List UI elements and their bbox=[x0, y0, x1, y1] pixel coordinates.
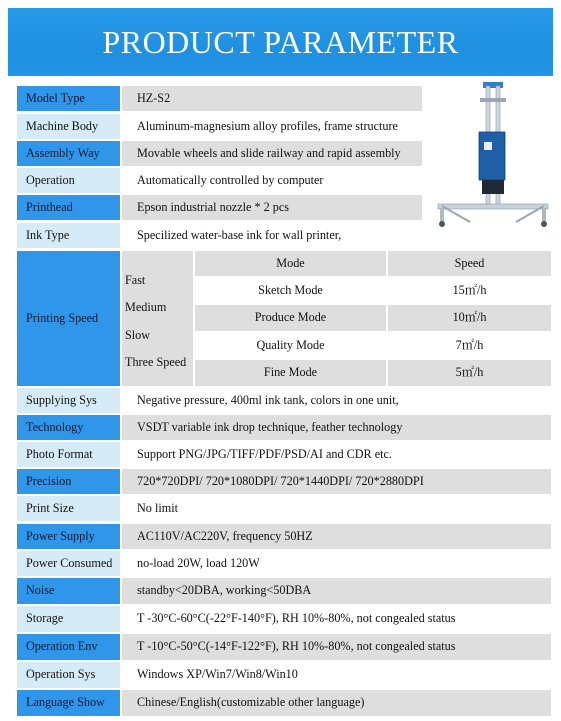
speed-value-cell: 7㎡/h bbox=[388, 333, 551, 358]
wall-printer-image bbox=[430, 80, 556, 230]
speed-mode-cell: Sketch Mode bbox=[195, 278, 386, 303]
row-value-power-supply: AC110V/AC220V, frequency 50HZ bbox=[122, 524, 551, 549]
row-value-assembly-way: Movable wheels and slide railway and rapid assembly bbox=[122, 141, 422, 166]
speed-mode-cell: Produce Mode bbox=[195, 305, 386, 331]
speed-header-speed: Speed bbox=[388, 251, 551, 276]
row-value-technology: VSDT variable ink drop technique, feather technology bbox=[122, 415, 551, 440]
speed-option-fast: Fast bbox=[125, 273, 146, 287]
row-value-machine-body: Aluminum-magnesium alloy profiles, frame structure bbox=[122, 114, 422, 139]
row-label-ink-type: Ink Type bbox=[17, 223, 120, 248]
row-value-print-size: No limit bbox=[122, 496, 551, 521]
row-label-power-supply: Power Supply bbox=[17, 524, 120, 549]
row-label-printing-speed: Printing Speed bbox=[17, 251, 120, 386]
speed-mode-cell: Fine Mode bbox=[195, 360, 386, 386]
row-label-print-size: Print Size bbox=[17, 496, 120, 521]
row-value-noise: standby<20DBA, working<50DBA bbox=[122, 578, 551, 604]
speed-option-slow: Slow bbox=[125, 328, 151, 342]
row-label-precision: Precision bbox=[17, 469, 120, 494]
row-label-machine-body: Machine Body bbox=[17, 114, 120, 139]
row-label-language-show: Language Show bbox=[17, 690, 120, 716]
row-value-language-show: Chinese/English(customizable other language) bbox=[122, 690, 551, 716]
row-label-noise: Noise bbox=[17, 578, 120, 604]
row-value-operation-env: T -10°C-50°C(-14°F-122°F), RH 10%-80%, not congealed status bbox=[122, 634, 551, 660]
row-label-technology: Technology bbox=[17, 415, 120, 440]
row-value-power-consumed: no-load 20W, load 120W bbox=[122, 551, 551, 576]
speed-value-cell: 15㎡/h bbox=[388, 278, 551, 303]
row-label-operation: Operation bbox=[17, 168, 120, 193]
speed-header-mode: Mode bbox=[195, 251, 386, 276]
row-label-storage: Storage bbox=[17, 606, 120, 632]
row-label-operation-env: Operation Env bbox=[17, 634, 120, 660]
row-value-printhead: Epson industrial nozzle * 2 pcs bbox=[122, 195, 422, 220]
row-label-operation-sys: Operation Sys bbox=[17, 662, 120, 688]
row-value-supplying-sys: Negative pressure, 400ml ink tank, colors in one unit, bbox=[122, 388, 551, 413]
row-label-model-type: Model Type bbox=[17, 86, 120, 111]
row-value-ink-type: Specilized water-base ink for wall printer, bbox=[122, 223, 422, 248]
speed-value-cell: 10㎡/h bbox=[388, 305, 551, 331]
row-label-supplying-sys: Supplying Sys bbox=[17, 388, 120, 413]
row-value-operation: Automatically controlled by computer bbox=[122, 168, 422, 193]
row-value-model-type: HZ-S2 bbox=[122, 86, 422, 111]
speed-option-medium: Medium bbox=[125, 300, 167, 314]
speed-option-three-speed: Three Speed bbox=[125, 355, 187, 369]
speed-mode-cell: Quality Mode bbox=[195, 333, 386, 358]
header-banner bbox=[8, 8, 553, 76]
row-label-power-consumed: Power Consumed bbox=[17, 551, 120, 576]
row-label-printhead: Printhead bbox=[17, 195, 120, 220]
row-label-assembly-way: Assembly Way bbox=[17, 141, 120, 166]
speed-value-cell: 5㎡/h bbox=[388, 360, 551, 386]
row-value-precision: 720*720DPI/ 720*1080DPI/ 720*1440DPI/ 720*2880DPI bbox=[122, 469, 551, 494]
page-title: PRODUCT PARAMETER bbox=[102, 24, 459, 60]
row-value-storage: T -30°C-60°C(-22°F-140°F), RH 10%-80%, not congealed status bbox=[122, 606, 551, 632]
row-label-photo-format: Photo Format bbox=[17, 442, 120, 467]
row-value-photo-format: Support PNG/JPG/TIFF/PDF/PSD/AI and CDR etc. bbox=[122, 442, 551, 467]
row-value-operation-sys: Windows XP/Win7/Win8/Win10 bbox=[122, 662, 551, 688]
